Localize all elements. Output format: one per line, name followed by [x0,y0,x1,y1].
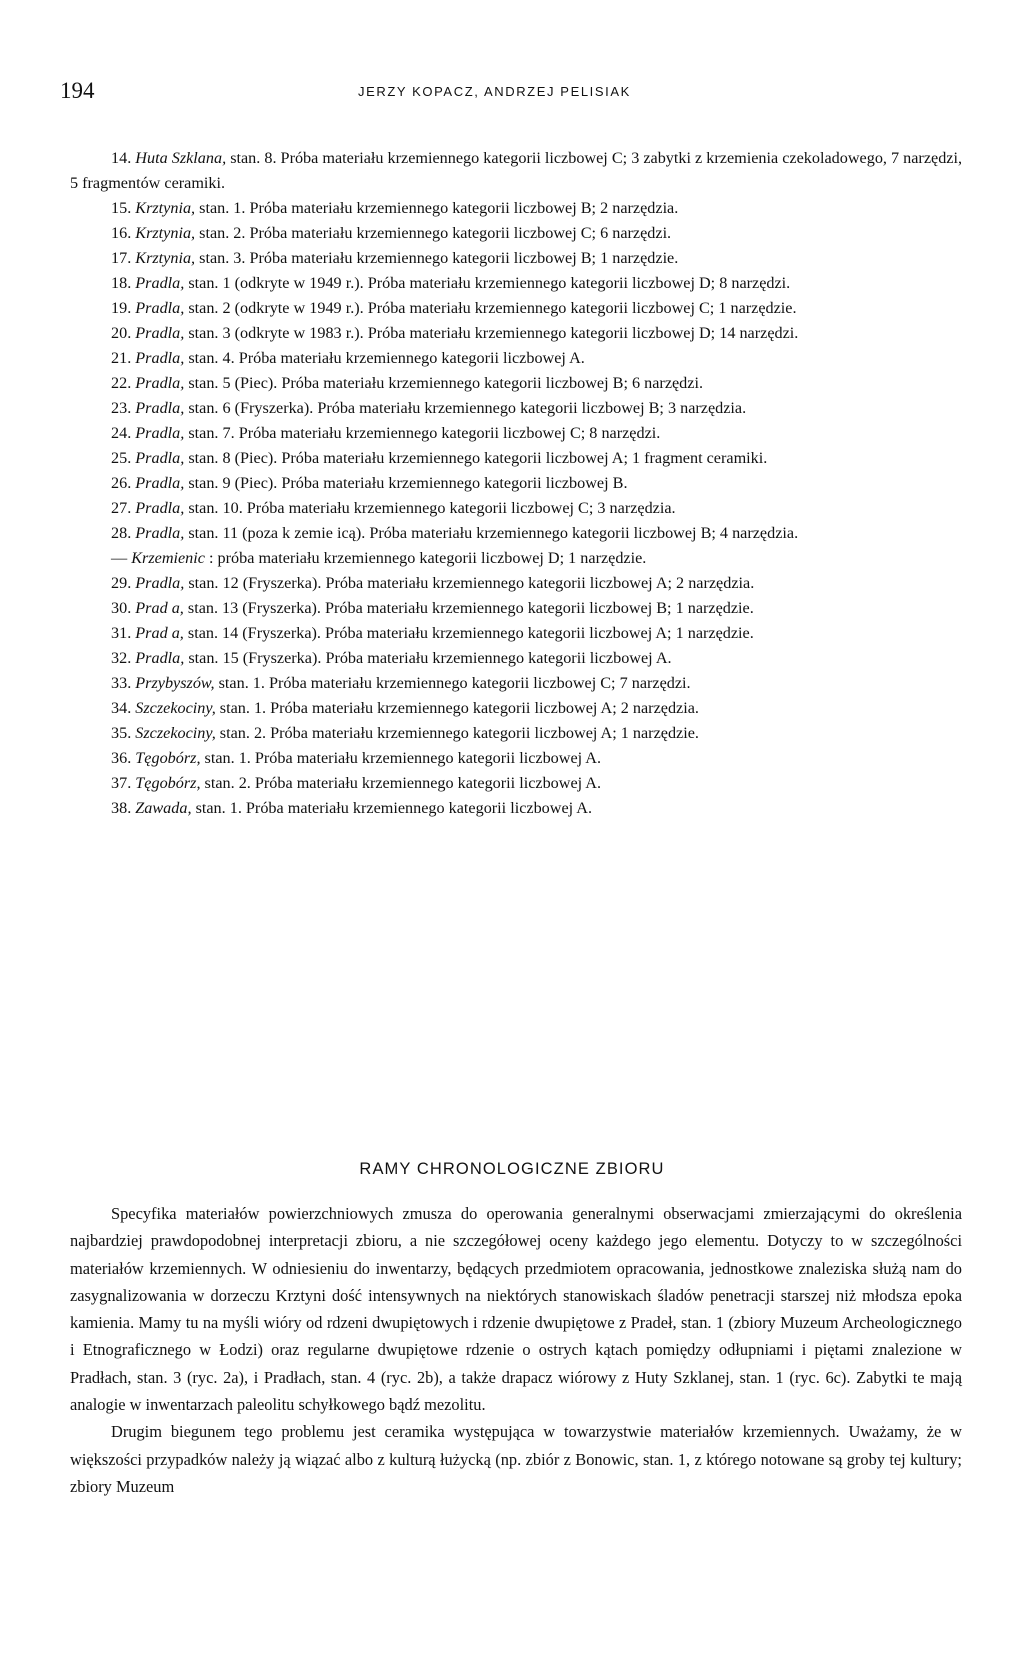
list-item [70,796,962,821]
entry-text: stan. 5 (Piec). Próba materiału krzemiennego kategorii liczbowej B; 6 narzędzi. [184,374,704,392]
running-head: JERZY KOPACZ, ANDRZEJ PELISIAK [358,84,631,99]
list-item [70,596,962,621]
list-item [70,321,962,346]
site-name: Szczekociny, [135,724,216,742]
entry-text: stan. 1. Próba materiału krzemiennego kategorii liczbowej A. [200,749,602,767]
site-name: Zawada, [135,799,192,817]
list-item [70,721,962,746]
page-number: 194 [60,78,95,103]
entry-number: 30. [111,599,132,617]
entry-text: stan. 13 (Fryszerka). Próba materiału krzemiennego kategorii liczbowej B; 1 narzędzie. [183,599,754,617]
paragraph: Drugim biegunem tego problemu jest ceramika występująca w towarzystwie materiałów krzemiennych. Uważamy, że w większości przypadków należy ją wiązać albo z kulturą łużycką (np. zbiór z Bonowic, stan. 1, z którego notowane są groby tej kultury; zbiory Muzeum [70,1422,962,1496]
entry-number: 24. [111,424,132,442]
site-name: Pradla, [135,324,185,342]
section-title: RAMY CHRONOLOGICZNE ZBIORU [359,1160,665,1178]
entry-number: 19. [111,299,132,317]
entry-number: 29. [111,574,132,592]
list-item [70,696,962,721]
site-name: Tęgobórz, [135,749,201,767]
entry-number: 25. [111,449,132,467]
site-name: Pradla, [135,574,185,592]
site-name: Pradla, [135,499,185,517]
list-item [70,396,962,421]
entry-text: stan. 1. Próba materiału krzemiennego kategorii liczbowej B; 2 narzędzia. [195,199,679,217]
entry-number: 15. [111,199,132,217]
entry-number: — [111,549,128,567]
entry-number: 22. [111,374,132,392]
entry-text: stan. 9 (Piec). Próba materiału krzemiennego kategorii liczbowej B. [184,474,628,492]
entry-text: stan. 1. Próba materiału krzemiennego kategorii liczbowej C; 7 narzędzi. [214,674,691,692]
site-name: Przybyszów, [135,674,215,692]
entry-number: 21. [111,349,132,367]
entry-text: stan. 4. Próba materiału krzemiennego kategorii liczbowej A. [184,349,585,367]
site-name: Krztynia, [135,224,196,242]
entry-text: stan. 12 (Fryszerka). Próba materiału krzemiennego kategorii liczbowej A; 2 narzędzia. [184,574,755,592]
site-name: Huta Szklana, [135,149,227,167]
entry-text: stan. 2 (odkryte w 1949 r.). Próba materiału krzemiennego kategorii liczbowej C; 1 narzędzie. [184,299,797,317]
entry-number: 23. [111,399,132,417]
entry-text: stan. 1. Próba materiału krzemiennego kategorii liczbowej A; 2 narzędzia. [215,699,699,717]
site-name: Krztynia, [135,199,196,217]
page-header [0,78,1024,108]
list-item [70,771,962,796]
site-name: Szczekociny, [135,699,216,717]
list-item [70,471,962,496]
entry-text: stan. 10. Próba materiału krzemiennego kategorii liczbowej C; 3 narzędzia. [184,499,676,517]
list-item [70,571,962,596]
entry-text: stan. 14 (Fryszerka). Próba materiału krzemiennego kategorii liczbowej A; 1 narzędzie. [183,624,754,642]
entry-number: 32. [111,649,132,667]
entry-text: stan. 1. Próba materiału krzemiennego kategorii liczbowej A. [191,799,593,817]
entry-number: 28. [111,524,132,542]
site-name: Krzemienic [131,549,205,567]
entry-text: stan. 8. Próba materiału krzemiennego kategorii liczbowej C; 3 zabytki z krzemienia czekoladowego, 7 narzędzi, 5 fragmentów ceramiki. [70,149,963,192]
site-name: Krztynia, [135,249,196,267]
entry-number: 14. [111,149,132,167]
site-name: Pradla, [135,474,185,492]
list-item [70,496,962,521]
entry-number: 31. [111,624,132,642]
entry-number: 36. [111,749,132,767]
site-name: Pradla, [135,374,185,392]
site-list [70,146,962,821]
list-item [70,446,962,471]
entry-text: stan. 7. Próba materiału krzemiennego kategorii liczbowej C; 8 narzędzi. [184,424,661,442]
list-item [70,196,962,221]
entry-number: 17. [111,249,132,267]
site-name: Pradla, [135,349,185,367]
list-item [70,421,962,446]
entry-number: 38. [111,799,132,817]
list-item [70,346,962,371]
list-item [70,621,962,646]
entry-number: 20. [111,324,132,342]
site-name: Pradla, [135,399,185,417]
site-name: Pradla, [135,524,185,542]
entry-text: stan. 3. Próba materiału krzemiennego kategorii liczbowej B; 1 narzędzie. [195,249,679,267]
site-name: Pradla, [135,299,185,317]
entry-number: 26. [111,474,132,492]
entry-text: stan. 1 (odkryte w 1949 r.). Próba materiału krzemiennego kategorii liczbowej D; 8 narzędzi. [184,274,791,292]
entry-number: 33. [111,674,132,692]
site-name: Prad a, [135,599,184,617]
entry-number: 34. [111,699,132,717]
site-name: Pradla, [135,649,185,667]
list-item [70,271,962,296]
entry-text: stan. 11 (poza k zemie icą). Próba materiału krzemiennego kategorii liczbowej B; 4 narzędzia. [184,524,799,542]
entry-text: stan. 2. Próba materiału krzemiennego kategorii liczbowej A. [200,774,602,792]
site-name: Pradla, [135,274,185,292]
list-item [70,671,962,696]
entry-text: stan. 8 (Piec). Próba materiału krzemiennego kategorii liczbowej A; 1 fragment ceramiki. [184,449,768,467]
entry-text: stan. 15 (Fryszerka). Próba materiału krzemiennego kategorii liczbowej A. [184,649,672,667]
list-item [70,546,962,571]
section-body [70,1200,962,1500]
list-item [70,246,962,271]
entry-text: stan. 3 (odkryte w 1983 r.). Próba materiału krzemiennego kategorii liczbowej D; 14 narzędzi. [184,324,799,342]
entry-text: : próba materiału krzemiennego kategorii liczbowej D; 1 narzędzie. [204,549,647,567]
paragraph: Specyfika materiałów powierzchniowych zmusza do operowania generalnymi obserwacjami zmierzającymi do określenia najbardziej prawdopodobnej interpretacji zbioru, a nie szczegółowej oceny każdego jego elementu. Dotyczy to w szczególności materiałów krzemiennych. W odniesieniu do inwentarzy, będących przedmiotem opracowania, jednostkowe znaleziska służą nam do zasygnalizowania w dorzeczu Krztyni dość intensywnych na niektórych stanowiskach śladów penetracji starszej niż młodsza epoka kamienia. Mamy tu na myśli wióry od rdzeni dwupiętowych i rdzenie dwupiętowe z Pradeł, stan. 1 (zbiory Muzeum Archeologicznego i Etnograficznego w Łodzi) oraz regularne dwupiętowe rdzenie o ostrych kątach pomiędzy odłupniami i piętami znalezione w Pradłach, stan. 3 (ryc. 2a), i Pradłach, stan. 4 (ryc. 2b), a także drapacz wiórowy z Huty Szklanej, stan. 1 (ryc. 6c). Zabytki te mają analogie w inwentarzach paleolitu schyłkowego bądź mezolitu. [70,1204,962,1415]
list-item [70,746,962,771]
entry-number: 37. [111,774,132,792]
entry-text: stan. 6 (Fryszerka). Próba materiału krzemiennego kategorii liczbowej B; 3 narzędzia. [184,399,747,417]
entry-number: 16. [111,224,132,242]
list-item [70,521,962,546]
entry-number: 18. [111,274,132,292]
site-name: Tęgobórz, [135,774,201,792]
entry-number: 35. [111,724,132,742]
list-item [70,146,962,196]
site-name: Prad a, [135,624,184,642]
site-name: Pradla, [135,424,185,442]
list-item [70,221,962,246]
list-item [70,296,962,321]
list-item [70,371,962,396]
entry-text: stan. 2. Próba materiału krzemiennego kategorii liczbowej A; 1 narzędzie. [215,724,699,742]
entry-text: stan. 2. Próba materiału krzemiennego kategorii liczbowej C; 6 narzędzi. [195,224,672,242]
list-item [70,646,962,671]
site-name: Pradla, [135,449,185,467]
entry-number: 27. [111,499,132,517]
